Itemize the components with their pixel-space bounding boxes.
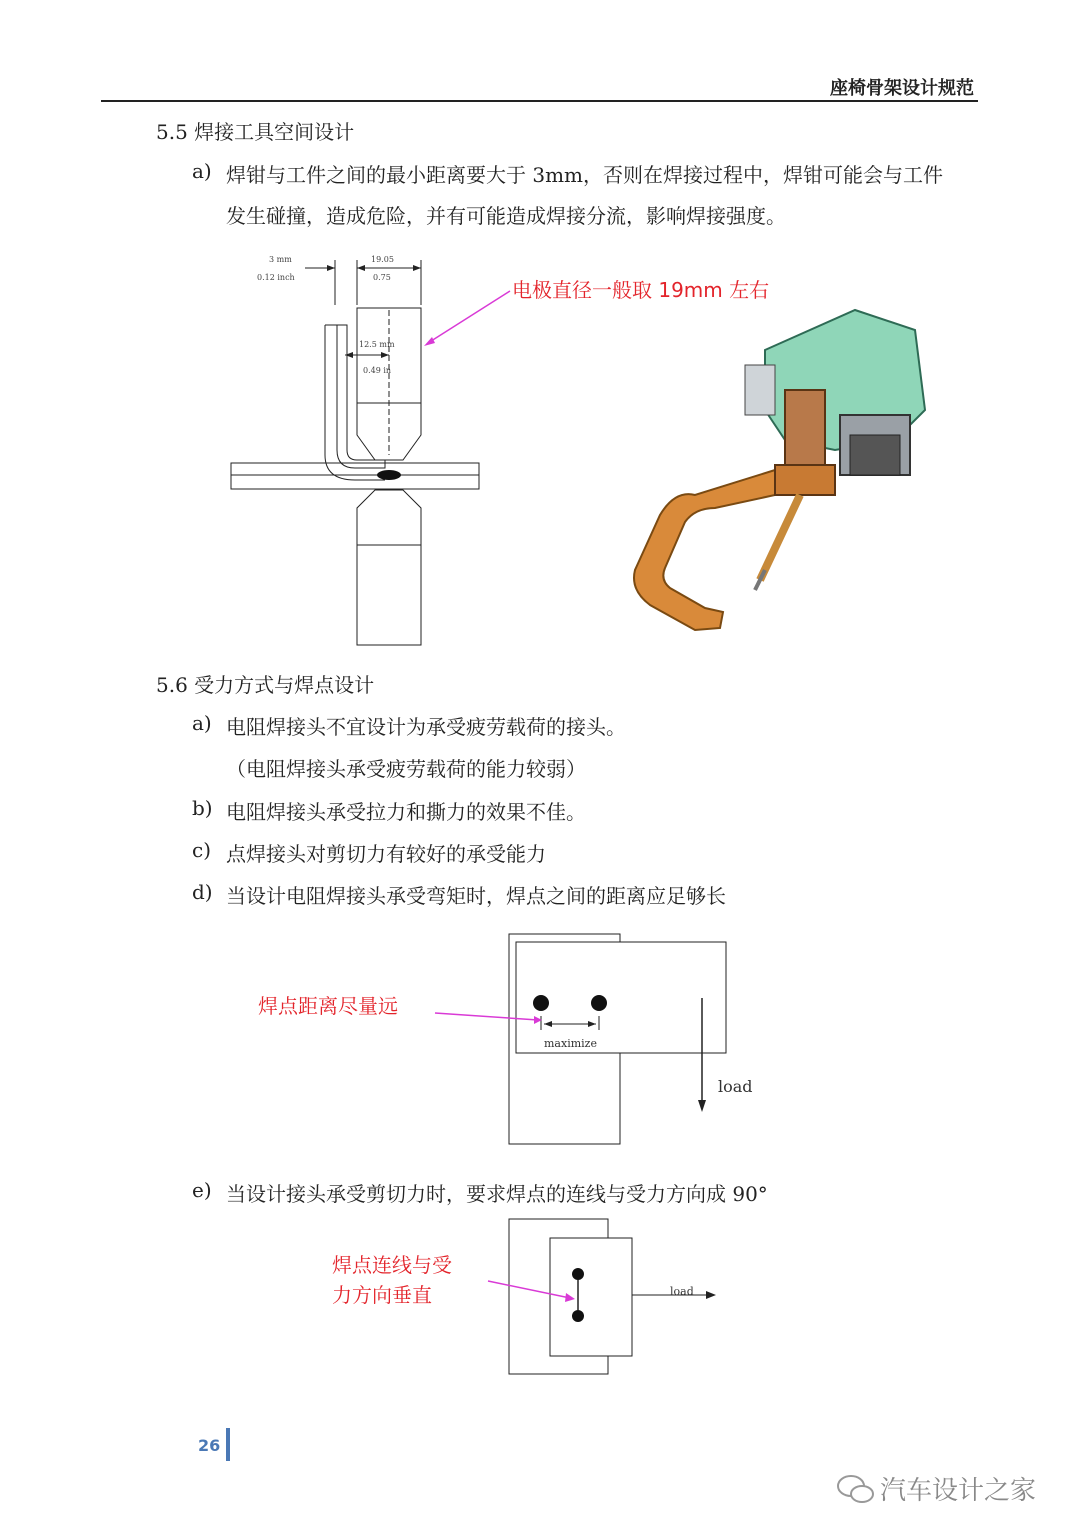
gun-transformer bbox=[850, 435, 900, 475]
dim-half-mm: 12.5 mm bbox=[359, 340, 395, 349]
callout-arrow bbox=[430, 1005, 550, 1030]
perpendicular-callout-line1: 焊点连线与受 bbox=[332, 1253, 452, 1277]
gun-electrode-shank bbox=[760, 495, 800, 580]
item-a-label: a) bbox=[192, 711, 212, 735]
load-label: load bbox=[718, 1077, 753, 1096]
callout-arrow bbox=[485, 1278, 585, 1308]
item-e-label: e) bbox=[192, 1178, 212, 1202]
callout-line bbox=[488, 1281, 570, 1298]
dim-half-inch: 0.49 in bbox=[363, 366, 392, 375]
item-e-text: 当设计接头承受剪切力时，要求焊点的连线与受力方向成 90° bbox=[226, 1182, 768, 1206]
bending-diagram bbox=[500, 928, 753, 1153]
gun-c-arm bbox=[634, 470, 790, 630]
page-number-bar bbox=[226, 1428, 230, 1461]
item-c-text: 点焊接头对剪切力有较好的承受能力 bbox=[226, 842, 546, 866]
item-b-text: 电阻焊接头承受拉力和撕力的效果不佳。 bbox=[226, 800, 586, 824]
welding-gun-illustration bbox=[615, 290, 945, 640]
weld-distance-callout: 焊点距离尽量远 bbox=[258, 994, 398, 1018]
arrowhead bbox=[424, 337, 435, 346]
arrowhead bbox=[534, 1016, 542, 1024]
dim-gap-inch: 0.12 inch bbox=[257, 273, 295, 282]
lower-electrode-tip bbox=[357, 490, 421, 545]
weld-spot bbox=[572, 1310, 584, 1322]
gun-mount bbox=[785, 390, 825, 470]
callout-line bbox=[435, 1013, 538, 1020]
arrowhead bbox=[698, 1100, 706, 1112]
header-rule bbox=[101, 100, 978, 102]
weld-spot bbox=[591, 995, 607, 1011]
watermark-text: 汽车设计之家 bbox=[880, 1476, 1037, 1506]
dim-dia-inch: 0.75 bbox=[373, 273, 391, 282]
item-a-line1: 焊钳与工件之间的最小距离要大于 3mm，否则在焊接过程中，焊钳可能会与工件 bbox=[226, 163, 944, 187]
arrowhead bbox=[357, 265, 365, 271]
item-d-text: 当设计电阻焊接头承受弯矩时，焊点之间的距离应足够长 bbox=[226, 884, 726, 908]
arrowhead bbox=[706, 1291, 716, 1299]
page-number: 26 bbox=[198, 1436, 221, 1455]
sheet-lower bbox=[231, 475, 479, 489]
item-a-text: 电阻焊接头不宜设计为承受疲劳载荷的接头。 bbox=[226, 715, 626, 739]
section-5-5-heading: 5.5 焊接工具空间设计 bbox=[156, 120, 355, 144]
dim-dia-mm: 19.05 bbox=[371, 255, 394, 264]
arrowhead bbox=[327, 265, 335, 271]
lower-electrode bbox=[357, 545, 421, 645]
arrowhead bbox=[413, 265, 421, 271]
perpendicular-callout-line2: 力方向垂直 bbox=[332, 1283, 432, 1307]
item-b-label: b) bbox=[192, 796, 213, 820]
item-a-note: （电阻焊接头承受疲劳载荷的能力较弱） bbox=[226, 757, 586, 781]
load-label: load bbox=[670, 1285, 694, 1298]
item-a-label: a) bbox=[192, 159, 212, 183]
wechat-icon bbox=[836, 1473, 876, 1505]
item-a-line2: 发生碰撞，造成危险，并有可能造成焊接分流，影响焊接强度。 bbox=[226, 204, 786, 228]
electrode-callout: 电极直径一般取 19mm 左右 bbox=[512, 278, 770, 302]
gun-yoke bbox=[775, 465, 835, 495]
header-title: 座椅骨架设计规范 bbox=[830, 78, 974, 99]
arrowhead bbox=[345, 352, 353, 358]
sheet-upper bbox=[231, 463, 479, 475]
maximize-label: maximize bbox=[544, 1037, 597, 1050]
arrowhead bbox=[381, 352, 389, 358]
section-5-6-heading: 5.6 受力方式与焊点设计 bbox=[156, 673, 375, 697]
arrowhead bbox=[565, 1293, 575, 1302]
item-c-label: c) bbox=[192, 838, 212, 862]
dim-gap-mm: 3 mm bbox=[269, 255, 292, 264]
callout-line bbox=[428, 291, 510, 343]
callout-arrow bbox=[420, 285, 520, 355]
item-d-label: d) bbox=[192, 880, 213, 904]
weld-nugget bbox=[377, 470, 401, 480]
gun-valve bbox=[745, 365, 775, 415]
